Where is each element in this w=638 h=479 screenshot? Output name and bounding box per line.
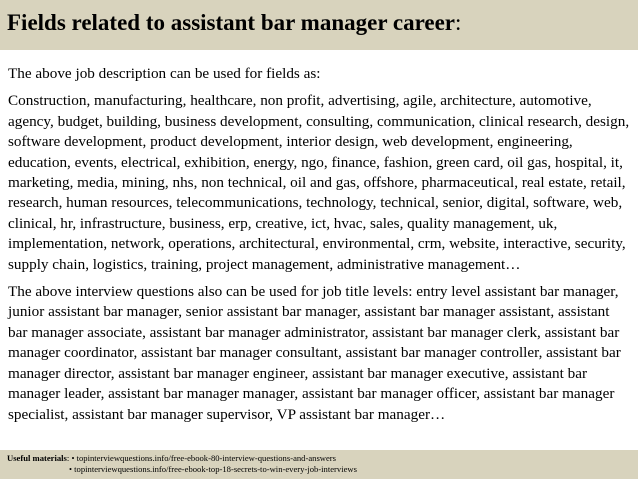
footer-row-2 [7,464,638,475]
footer-bar [0,450,638,479]
footer-row-1 [7,453,638,464]
slide-content [8,64,632,425]
page-title-colon: : [455,10,462,35]
footer-link-ebook-80-questions[interactable]: • topinterviewquestions.info/free-ebook-80-interview-questions-and-answers [71,453,337,463]
page-title-text: Fields related to assistant bar manager career [7,10,456,35]
footer-separator: : [66,453,72,463]
job-levels-paragraph: The above interview questions also can be used for job title levels: entry level assistant bar manager, junior assistant bar manager, senior assistant bar manager, assistant bar manager assistant, assistant bar manager associate, assistant bar manager administrator, assistant bar manager clerk, assistant bar manager coordinator, assistant bar manager consultant, assistant bar manager controller, assistant bar manager director, assistant bar manager engineer, assistant bar manager executive, assistant bar manager leader, assistant bar manager manager, assistant bar manager officer, assistant bar manager specialist, assistant bar manager supervisor, VP assistant bar manager… [8,283,621,423]
footer-label: Useful materials [7,453,67,463]
intro-paragraph: The above job description can be used for fields as: [8,65,321,82]
title-bar [0,0,638,50]
page-title [7,8,638,38]
footer-link-ebook-18-secrets[interactable]: • topinterviewquestions.info/free-ebook-top-18-secrets-to-win-every-job-interviews [69,464,357,474]
fields-paragraph: Construction, manufacturing, healthcare, non profit, advertising, agile, architecture, automotive, agency, budget, building, business development, consulting, communication, clinical research, design, software development, product development, interior design, web development, engineering, education, events, electrical, exhibition, energy, ngo, finance, fashion, green card, oil gas, hospital, it, marketing, media, mining, nhs, non technical, oil and gas, offshore, pharmaceutical, real estate, retail, research, human resources, telecommunications, technology, technical, senior, digital, software, web, clinical, hr, infrastructure, business, erp, creative, ict, hvac, sales, quality management, uk, implementation, network, operations, architectural, environmental, crm, website, interactive, security, supply chain, logistics, training, project management, administrative management… [8,92,630,273]
